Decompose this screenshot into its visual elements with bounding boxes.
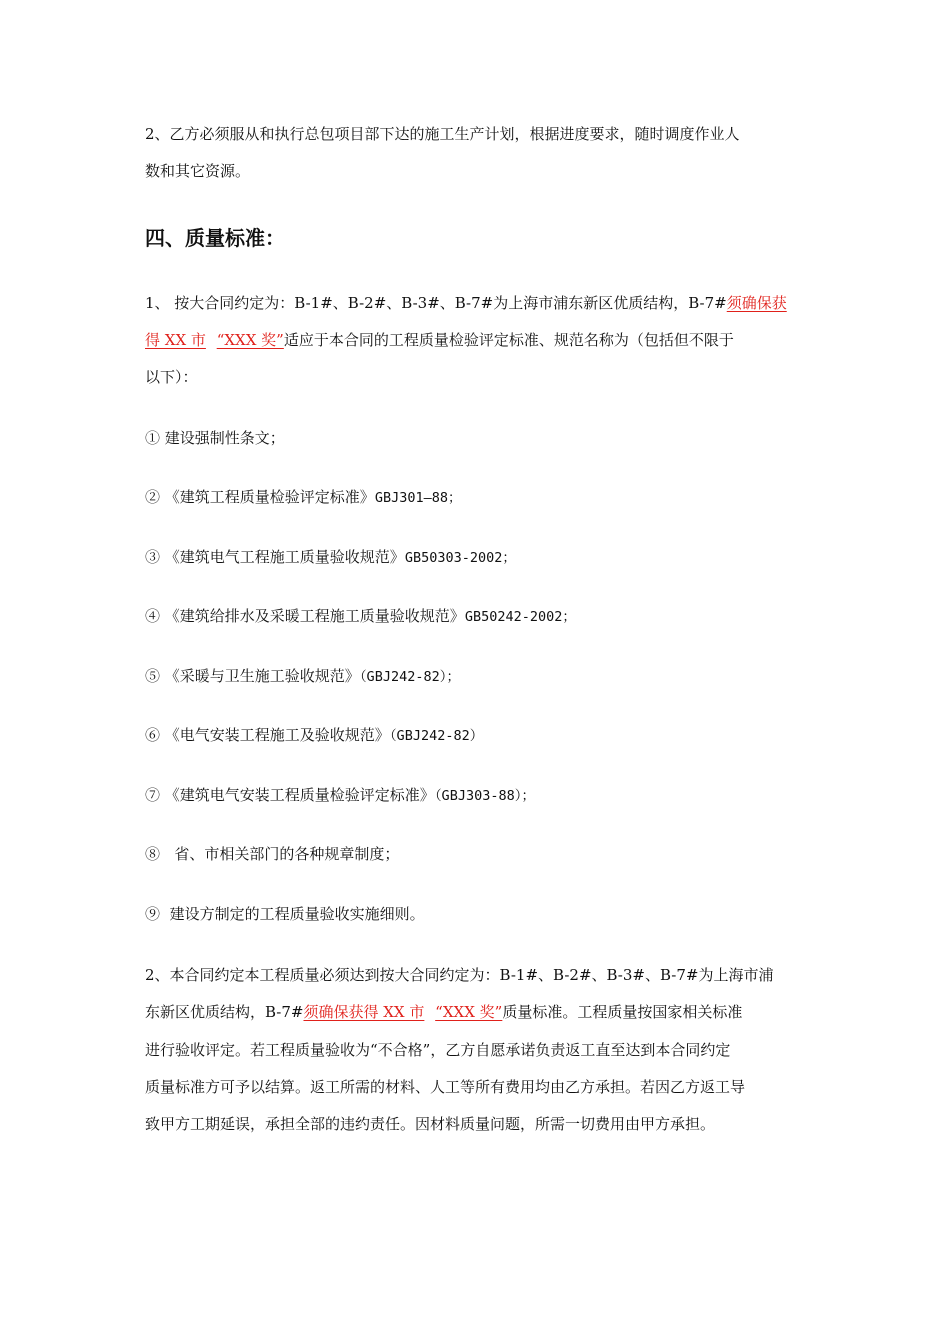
standard-code: （GBJ242-82） bbox=[389, 728, 484, 744]
standard-list-item bbox=[145, 666, 810, 687]
list-number: ⑤ bbox=[145, 667, 161, 685]
standard-list-item bbox=[145, 547, 810, 568]
highlighted-text: “XXX 奖” bbox=[216, 331, 284, 349]
standard-name: 《建筑电气工程施工质量验收规范》 bbox=[164, 548, 405, 566]
standard-list-item bbox=[145, 487, 810, 508]
list-number: ⑨ bbox=[145, 905, 161, 923]
paragraph-text: 质量标准。工程质量按国家相关标准 bbox=[502, 1003, 743, 1021]
standard-code: （GBJ242-82）； bbox=[359, 669, 460, 685]
standard-name: 《电气安装工程施工及验收规范》 bbox=[164, 726, 390, 744]
paragraph-line: 致甲方工期延误，承担全部的违约责任。因材料质量问题，所需一切费用由甲方承担。 bbox=[145, 1115, 716, 1133]
standard-list-item bbox=[145, 725, 810, 746]
list-number: ③ bbox=[145, 548, 161, 566]
list-number: ⑦ bbox=[145, 786, 161, 804]
standard-name: 省、市相关部门的各种规章制度； bbox=[164, 845, 400, 863]
paragraph-line bbox=[145, 330, 810, 350]
standard-name: 《建筑工程质量检验评定标准》 bbox=[164, 488, 375, 506]
list-number: ② bbox=[145, 488, 161, 506]
paragraph-line: 进行验收评定。若工程质量验收为“不合格”，乙方自愿承诺负责返工直至达到本合同约定 bbox=[145, 1041, 731, 1059]
highlighted-text: 得 XX 市 bbox=[145, 331, 206, 349]
standard-list-item bbox=[145, 844, 810, 864]
list-number: ⑥ bbox=[145, 726, 161, 744]
standard-name: 《建筑电气安装工程质量检验评定标准》 bbox=[164, 786, 435, 804]
standard-list-item bbox=[145, 904, 810, 924]
paragraph-line bbox=[145, 1002, 810, 1022]
paragraph-line: 以下）： bbox=[145, 368, 198, 386]
list-number: ④ bbox=[145, 607, 161, 625]
standard-code: GB50303-2002； bbox=[404, 550, 516, 566]
standard-name: 《建筑给排水及采暖工程施工质量验收规范》 bbox=[164, 607, 465, 625]
highlighted-text: 须确保获 bbox=[726, 294, 787, 312]
list-number: ① bbox=[145, 429, 161, 447]
list-number: ⑧ bbox=[145, 845, 161, 863]
paragraph-text: 1、 按大合同约定为：B-1#、B-2#、B-3#、B-7#为上海市浦东新区优质结构，B-7# bbox=[145, 294, 727, 312]
standard-name: 《采暖与卫生施工验收规范》 bbox=[164, 667, 360, 685]
highlighted-text: 须确保获得 XX 市 bbox=[303, 1003, 425, 1021]
section-heading: 四、质量标准： bbox=[145, 226, 285, 250]
standard-list-item bbox=[145, 428, 810, 449]
standard-code: GBJ301—88； bbox=[374, 490, 462, 506]
standard-code: GB50242-2002； bbox=[464, 609, 576, 625]
paragraph-line: 质量标准方可予以结算。返工所需的材料、人工等所有费用均由乙方承担。若因乙方返工导 bbox=[145, 1078, 746, 1096]
paragraph-line: 2、乙方必须服从和执行总包项目部下达的施工生产计划，根据进度要求，随时调度作业人 bbox=[145, 125, 740, 143]
paragraph-line: 数和其它资源。 bbox=[145, 162, 251, 180]
highlighted-text: “XXX 奖” bbox=[435, 1003, 503, 1021]
paragraph-line: 2、本合同约定本工程质量必须达到按大合同约定为：B-1#、B-2#、B-3#、B-7#为上海市浦 bbox=[145, 966, 774, 984]
standard-code: （GBJ303-88）； bbox=[434, 788, 535, 804]
standard-name: 建设强制性条文； bbox=[164, 429, 285, 447]
paragraph-line bbox=[145, 293, 810, 313]
standard-name: 建设方制定的工程质量验收实施细则。 bbox=[164, 905, 425, 923]
paragraph-text: 东新区优质结构，B-7# bbox=[145, 1003, 304, 1021]
standard-list-item bbox=[145, 785, 810, 806]
paragraph-text: 适应于本合同的工程质量检验评定标准、规范名称为（包括但不限于 bbox=[283, 331, 734, 349]
standard-list-item bbox=[145, 606, 810, 627]
